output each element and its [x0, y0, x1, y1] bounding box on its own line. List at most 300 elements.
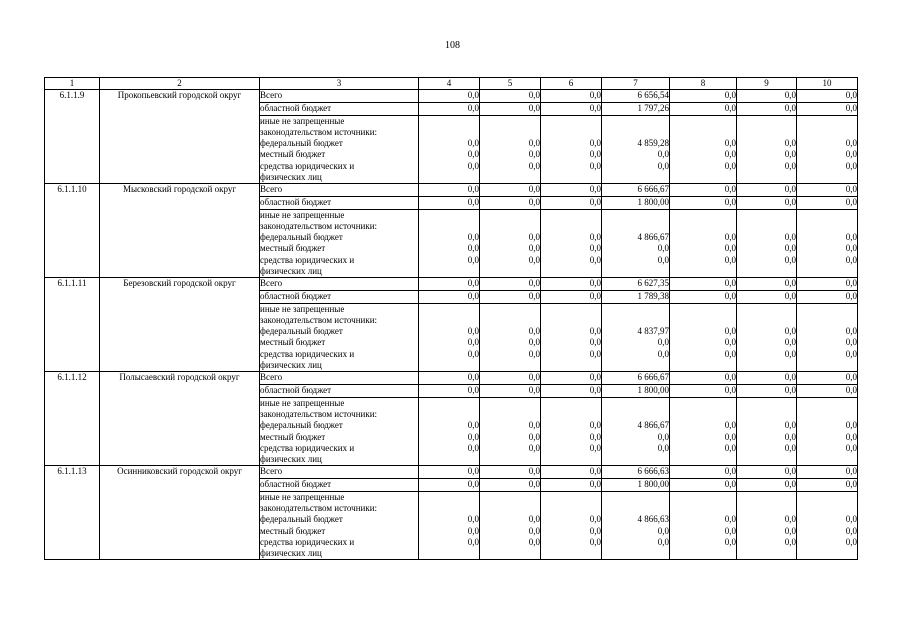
value-line — [480, 172, 540, 183]
value-line — [419, 398, 479, 409]
value-line: 0,0 — [467, 420, 479, 431]
value-line — [480, 210, 540, 221]
value-line: 0,0 — [845, 138, 857, 149]
value-line — [602, 116, 669, 127]
column-number: 10 — [797, 78, 858, 90]
value-line — [602, 454, 669, 465]
value-line — [670, 548, 736, 559]
value-line — [797, 398, 857, 409]
value-line — [419, 116, 479, 127]
value-line — [670, 210, 736, 221]
value-line: 4 866,67 — [637, 232, 669, 243]
value-cell: 6 666,63 — [602, 466, 670, 479]
value-line — [797, 503, 857, 514]
value-cell: 0,0 — [419, 278, 480, 291]
value-cell-multiline — [797, 491, 858, 559]
value-line — [541, 492, 601, 503]
source-line: законодательством источники: — [260, 127, 378, 138]
value-cell: 0,0 — [737, 90, 797, 103]
source-label: Всего — [260, 372, 419, 385]
value-line — [602, 398, 669, 409]
value-line — [737, 360, 796, 371]
value-line — [602, 266, 669, 277]
value-line — [602, 548, 669, 559]
value-cell: 0,0 — [797, 278, 858, 291]
source-label: областной бюджет — [260, 102, 419, 115]
value-line — [419, 172, 479, 183]
value-cell: 0,0 — [541, 290, 602, 303]
value-line: 0,0 — [589, 337, 601, 348]
value-line — [797, 492, 857, 503]
column-number: 8 — [670, 78, 737, 90]
value-line — [602, 315, 669, 326]
value-line — [797, 127, 857, 138]
value-line — [419, 548, 479, 559]
value-cell: 1 800,00 — [602, 385, 670, 398]
value-line: 0,0 — [589, 149, 601, 160]
value-line — [797, 266, 857, 277]
source-line: федеральный бюджет — [260, 232, 343, 243]
value-line: 0,0 — [784, 254, 796, 265]
value-cell: 0,0 — [419, 196, 480, 209]
value-line — [541, 221, 601, 232]
value-line — [419, 210, 479, 221]
value-line — [419, 503, 479, 514]
value-cell: 1 800,00 — [602, 196, 670, 209]
budget-table — [44, 77, 858, 560]
value-cell: 0,0 — [670, 278, 737, 291]
value-cell: 0,0 — [480, 196, 541, 209]
value-cell: 0,0 — [419, 372, 480, 385]
value-line: 0,0 — [467, 337, 479, 348]
value-line: 0,0 — [528, 149, 540, 160]
value-cell: 0,0 — [737, 466, 797, 479]
value-line: 0,0 — [528, 536, 540, 547]
value-line — [670, 409, 736, 420]
value-line — [670, 492, 736, 503]
value-line: 0,0 — [724, 149, 736, 160]
value-cell-multiline — [797, 209, 858, 277]
value-line — [541, 503, 601, 514]
value-cell: 0,0 — [480, 466, 541, 479]
value-line — [602, 221, 669, 232]
value-line: 0,0 — [657, 243, 669, 254]
value-line — [541, 266, 601, 277]
value-line — [797, 315, 857, 326]
value-cell: 0,0 — [480, 90, 541, 103]
value-cell: 0,0 — [480, 385, 541, 398]
value-cell-multiline — [737, 491, 797, 559]
value-cell: 0,0 — [541, 372, 602, 385]
value-line: 0,0 — [845, 243, 857, 254]
value-line: 4 866,67 — [637, 420, 669, 431]
value-cell-multiline — [737, 115, 797, 183]
value-line — [602, 409, 669, 420]
row-code: 6.1.1.10 — [45, 184, 100, 278]
value-line: 0,0 — [845, 536, 857, 547]
value-cell: 1 789,38 — [602, 290, 670, 303]
value-line: 0,0 — [589, 514, 601, 525]
value-line — [480, 315, 540, 326]
value-cell: 0,0 — [419, 102, 480, 115]
value-line — [480, 409, 540, 420]
value-cell-multiline — [541, 491, 602, 559]
value-line — [797, 116, 857, 127]
value-line — [797, 360, 857, 371]
source-label: областной бюджет — [260, 196, 419, 209]
value-line — [480, 398, 540, 409]
source-line: физических лиц — [260, 359, 322, 370]
value-cell-multiline — [541, 303, 602, 371]
value-cell: 0,0 — [797, 290, 858, 303]
value-cell: 0,0 — [541, 90, 602, 103]
value-cell: 0,0 — [670, 466, 737, 479]
value-line: 0,0 — [589, 348, 601, 359]
value-cell: 0,0 — [541, 466, 602, 479]
value-line — [737, 454, 796, 465]
value-cell: 6 656,54 — [602, 90, 670, 103]
column-number: 4 — [419, 78, 480, 90]
value-line: 0,0 — [784, 160, 796, 171]
source-line: средства юридических и — [260, 254, 355, 265]
value-line: 0,0 — [589, 442, 601, 453]
value-line: 0,0 — [784, 431, 796, 442]
value-cell-multiline — [419, 115, 480, 183]
value-line — [480, 304, 540, 315]
value-line: 0,0 — [528, 514, 540, 525]
value-line: 0,0 — [657, 254, 669, 265]
value-line — [797, 304, 857, 315]
value-cell-multiline — [797, 115, 858, 183]
value-line — [419, 409, 479, 420]
value-line — [541, 116, 601, 127]
column-number: 1 — [45, 78, 100, 90]
value-cell: 0,0 — [541, 184, 602, 197]
value-line: 0,0 — [589, 232, 601, 243]
value-line: 0,0 — [467, 536, 479, 547]
value-cell: 1 797,26 — [602, 102, 670, 115]
value-cell: 0,0 — [737, 479, 797, 492]
value-line — [797, 548, 857, 559]
value-line — [541, 210, 601, 221]
table-row-total — [45, 184, 858, 197]
source-line: физических лиц — [260, 453, 322, 464]
value-line: 0,0 — [657, 536, 669, 547]
value-line: 0,0 — [784, 149, 796, 160]
value-line: 0,0 — [589, 525, 601, 536]
value-cell: 0,0 — [797, 90, 858, 103]
value-line: 0,0 — [784, 243, 796, 254]
value-line: 0,0 — [784, 337, 796, 348]
value-line — [737, 172, 796, 183]
value-cell: 0,0 — [419, 184, 480, 197]
source-line: местный бюджет — [260, 337, 326, 348]
value-cell: 0,0 — [737, 184, 797, 197]
value-cell: 0,0 — [737, 385, 797, 398]
value-line — [541, 360, 601, 371]
table-row-total — [45, 372, 858, 385]
value-line: 0,0 — [528, 442, 540, 453]
value-line — [670, 360, 736, 371]
value-line: 0,0 — [528, 232, 540, 243]
value-line — [602, 210, 669, 221]
value-line: 0,0 — [845, 514, 857, 525]
table-row-total — [45, 90, 858, 103]
value-cell: 0,0 — [670, 196, 737, 209]
value-cell-multiline — [737, 397, 797, 465]
value-line — [737, 409, 796, 420]
value-cell-multiline — [797, 397, 858, 465]
value-cell-multiline — [670, 397, 737, 465]
value-line: 0,0 — [657, 431, 669, 442]
value-line: 0,0 — [724, 431, 736, 442]
value-line: 0,0 — [724, 138, 736, 149]
value-cell: 0,0 — [480, 278, 541, 291]
value-cell: 0,0 — [797, 466, 858, 479]
value-line — [670, 315, 736, 326]
value-line — [670, 398, 736, 409]
column-number: 2 — [100, 78, 260, 90]
territory-name: Полысаевский городской округ — [100, 372, 260, 466]
value-line — [737, 492, 796, 503]
value-cell-multiline — [480, 115, 541, 183]
value-cell-multiline — [602, 397, 670, 465]
value-line: 0,0 — [784, 442, 796, 453]
value-line — [602, 503, 669, 514]
value-line — [541, 127, 601, 138]
value-line — [419, 221, 479, 232]
value-line: 0,0 — [528, 348, 540, 359]
value-line — [737, 503, 796, 514]
value-cell: 0,0 — [480, 290, 541, 303]
value-cell: 0,0 — [797, 184, 858, 197]
value-line: 0,0 — [724, 525, 736, 536]
value-line — [419, 315, 479, 326]
value-cell: 0,0 — [670, 90, 737, 103]
row-code: 6.1.1.9 — [45, 90, 100, 184]
value-line — [737, 221, 796, 232]
value-line — [737, 127, 796, 138]
value-line — [602, 172, 669, 183]
value-cell-multiline — [670, 303, 737, 371]
row-code: 6.1.1.12 — [45, 372, 100, 466]
value-line: 0,0 — [784, 138, 796, 149]
value-cell: 0,0 — [737, 278, 797, 291]
source-line: федеральный бюджет — [260, 138, 343, 149]
value-line: 0,0 — [467, 514, 479, 525]
value-line: 0,0 — [528, 431, 540, 442]
value-cell: 0,0 — [419, 385, 480, 398]
value-line — [480, 503, 540, 514]
value-line: 0,0 — [845, 160, 857, 171]
value-cell: 0,0 — [797, 102, 858, 115]
value-line — [541, 398, 601, 409]
source-line: федеральный бюджет — [260, 514, 343, 525]
value-line: 0,0 — [467, 431, 479, 442]
value-line — [797, 210, 857, 221]
value-line — [541, 548, 601, 559]
value-line: 0,0 — [528, 337, 540, 348]
value-line — [737, 266, 796, 277]
value-line — [419, 454, 479, 465]
source-line: законодательством источники: — [260, 409, 378, 420]
value-line — [480, 548, 540, 559]
value-line: 0,0 — [589, 431, 601, 442]
value-cell: 0,0 — [541, 102, 602, 115]
row-code: 6.1.1.11 — [45, 278, 100, 372]
value-cell: 0,0 — [797, 479, 858, 492]
value-cell-multiline — [737, 209, 797, 277]
value-line — [541, 409, 601, 420]
source-line: иные не запрещенные — [260, 397, 345, 408]
value-cell: 0,0 — [737, 196, 797, 209]
source-label-multiline — [260, 115, 419, 183]
value-line: 0,0 — [589, 420, 601, 431]
value-line: 0,0 — [724, 536, 736, 547]
value-line: 0,0 — [467, 348, 479, 359]
value-cell: 0,0 — [737, 372, 797, 385]
value-line: 0,0 — [657, 160, 669, 171]
value-line — [480, 266, 540, 277]
territory-name: Прокопьевский городской округ — [100, 90, 260, 184]
value-cell: 0,0 — [670, 385, 737, 398]
source-line: физических лиц — [260, 265, 322, 276]
value-line — [670, 454, 736, 465]
value-line: 0,0 — [467, 326, 479, 337]
value-cell-multiline — [419, 397, 480, 465]
value-cell: 0,0 — [419, 90, 480, 103]
column-number: 5 — [480, 78, 541, 90]
column-number: 6 — [541, 78, 602, 90]
column-number-row — [45, 78, 858, 90]
value-line — [670, 116, 736, 127]
value-cell: 0,0 — [797, 372, 858, 385]
value-line: 0,0 — [589, 254, 601, 265]
source-line: законодательством источники: — [260, 221, 378, 232]
source-line: средства юридических и — [260, 160, 355, 171]
value-line: 0,0 — [467, 232, 479, 243]
value-line: 0,0 — [724, 160, 736, 171]
value-line — [419, 492, 479, 503]
value-line — [737, 315, 796, 326]
value-cell: 0,0 — [480, 102, 541, 115]
value-cell: 1 800,00 — [602, 479, 670, 492]
value-line — [670, 503, 736, 514]
value-cell: 0,0 — [480, 372, 541, 385]
value-line: 0,0 — [657, 525, 669, 536]
source-line: средства юридических и — [260, 348, 355, 359]
value-line: 4 837,97 — [637, 326, 669, 337]
value-line — [737, 398, 796, 409]
territory-name: Березовский городской округ — [100, 278, 260, 372]
value-cell-multiline — [602, 491, 670, 559]
value-line — [737, 548, 796, 559]
source-line: местный бюджет — [260, 431, 326, 442]
value-cell: 0,0 — [670, 102, 737, 115]
source-label: Всего — [260, 90, 419, 103]
value-line: 4 859,28 — [637, 138, 669, 149]
row-code: 6.1.1.13 — [45, 466, 100, 560]
value-line: 0,0 — [845, 326, 857, 337]
source-line: законодательством источники: — [260, 315, 378, 326]
source-line: местный бюджет — [260, 525, 326, 536]
value-line — [480, 454, 540, 465]
source-label-multiline — [260, 303, 419, 371]
value-line: 0,0 — [845, 431, 857, 442]
value-line: 0,0 — [589, 536, 601, 547]
value-cell-multiline — [602, 303, 670, 371]
value-line: 0,0 — [467, 243, 479, 254]
value-line: 0,0 — [845, 420, 857, 431]
source-line: иные не запрещенные — [260, 491, 345, 502]
value-cell: 0,0 — [737, 102, 797, 115]
territory-name: Мысковский городской округ — [100, 184, 260, 278]
value-line: 0,0 — [589, 243, 601, 254]
value-line — [670, 304, 736, 315]
value-line: 0,0 — [784, 514, 796, 525]
value-line — [480, 116, 540, 127]
value-line: 0,0 — [467, 525, 479, 536]
value-line — [602, 127, 669, 138]
value-line: 0,0 — [528, 420, 540, 431]
value-line: 0,0 — [845, 232, 857, 243]
value-line: 0,0 — [784, 348, 796, 359]
value-line — [480, 221, 540, 232]
value-cell: 0,0 — [670, 290, 737, 303]
source-label-multiline — [260, 209, 419, 277]
value-line: 0,0 — [724, 232, 736, 243]
value-line — [737, 210, 796, 221]
value-line: 0,0 — [657, 337, 669, 348]
value-cell: 0,0 — [541, 196, 602, 209]
value-cell: 0,0 — [737, 290, 797, 303]
value-cell: 0,0 — [419, 290, 480, 303]
value-line — [480, 492, 540, 503]
value-line — [670, 127, 736, 138]
value-line: 0,0 — [589, 160, 601, 171]
source-line: федеральный бюджет — [260, 326, 343, 337]
value-line — [541, 172, 601, 183]
value-cell: 0,0 — [670, 479, 737, 492]
value-line: 0,0 — [589, 138, 601, 149]
value-line: 0,0 — [528, 243, 540, 254]
value-line — [797, 409, 857, 420]
value-cell: 0,0 — [541, 385, 602, 398]
value-cell-multiline — [797, 303, 858, 371]
value-cell-multiline — [737, 303, 797, 371]
value-cell-multiline — [670, 491, 737, 559]
value-line: 0,0 — [724, 243, 736, 254]
value-line: 0,0 — [657, 348, 669, 359]
value-cell-multiline — [541, 209, 602, 277]
value-line: 4 866,63 — [637, 514, 669, 525]
value-cell: 0,0 — [541, 479, 602, 492]
source-line: физических лиц — [260, 171, 322, 182]
value-cell: 0,0 — [419, 479, 480, 492]
source-line: законодательством источники: — [260, 503, 378, 514]
value-cell-multiline — [480, 397, 541, 465]
value-line — [670, 172, 736, 183]
value-cell: 0,0 — [670, 184, 737, 197]
value-line: 0,0 — [724, 254, 736, 265]
source-line: федеральный бюджет — [260, 420, 343, 431]
source-label: областной бюджет — [260, 385, 419, 398]
value-cell-multiline — [541, 115, 602, 183]
value-line: 0,0 — [724, 337, 736, 348]
value-line — [419, 127, 479, 138]
source-line: средства юридических и — [260, 536, 355, 547]
source-label: Всего — [260, 278, 419, 291]
